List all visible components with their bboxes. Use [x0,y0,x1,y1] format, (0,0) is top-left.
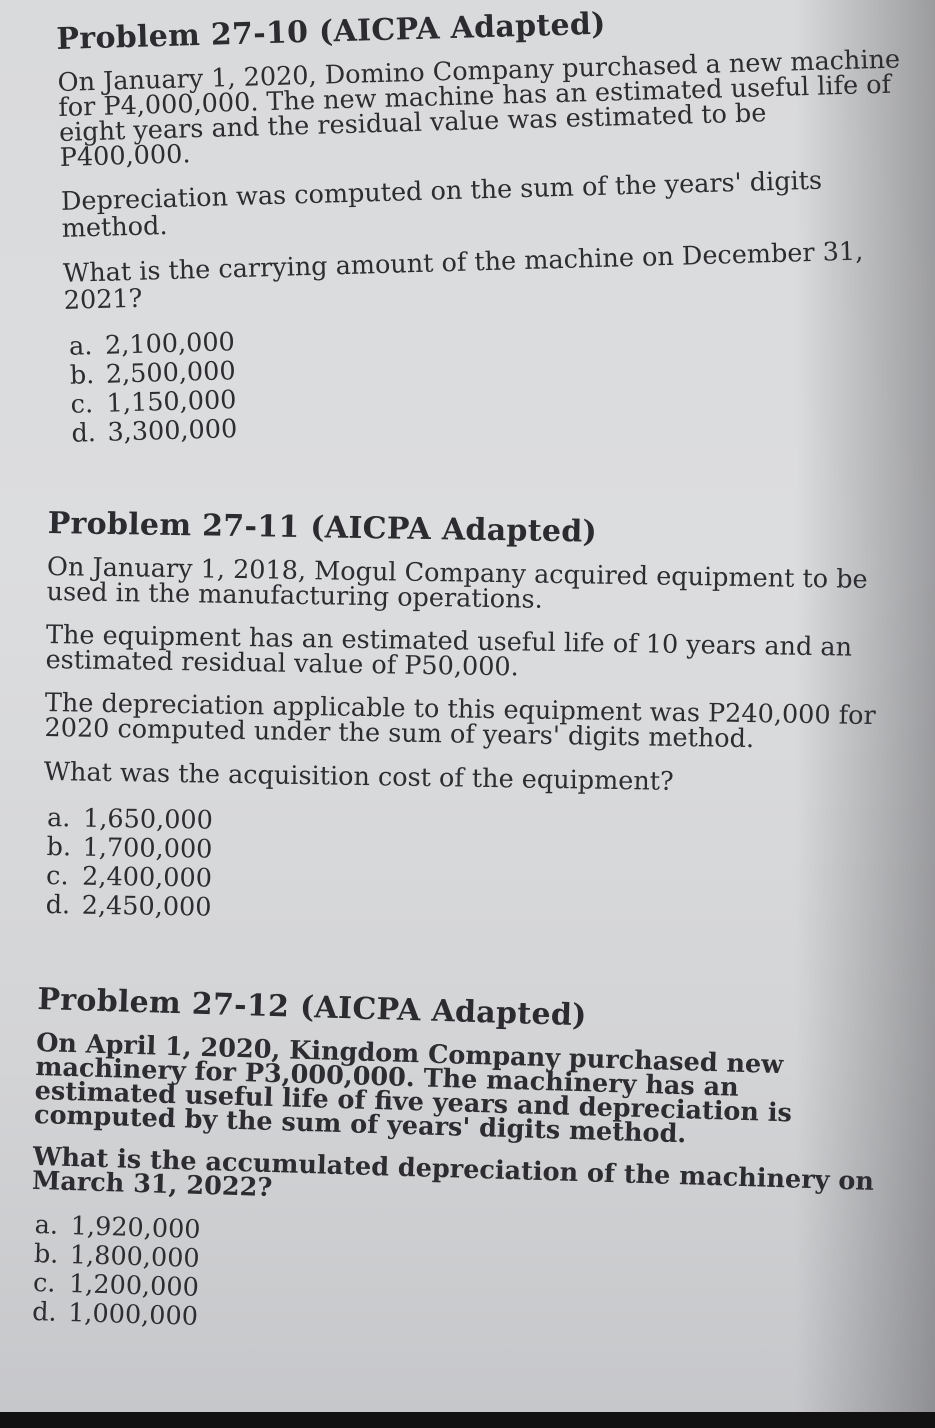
choice-value: 1,650,000 [82,803,214,836]
choice-letter: d. [71,418,97,449]
problem-question: What is the accumulated depreciation of the machinery on March 31, 2022? [31,1141,875,1204]
choice-letter: c. [45,861,69,892]
choice-value: 2,500,000 [105,356,237,390]
choice-letter: c. [70,389,94,420]
choice-value: 3,300,000 [107,414,238,448]
choice-list [65,309,913,449]
choice-value: 1,000,000 [67,1298,199,1332]
problem-paragraph: On January 1, 2018, Mogul Company acquired equipment to be used in the manufacturing operations. [46,551,868,615]
choice-letter: a. [68,331,93,362]
choice-letter: d. [31,1296,58,1328]
problem-heading: Problem 27-11 (AICPA Adapted) [47,506,598,550]
problem-paragraph: The equipment has an estimated useful life of 10 years and an estimated residual value of P50,000. [45,619,853,683]
choice-value: 1,800,000 [69,1240,201,1274]
choice-list [41,804,888,933]
problem-paragraph: On April 1, 2020, Kingdom Company purchased new machinery for P3,000,000. The machinery has an estimated useful life of five years and depreciation is computed by the sum of years' digits method. [33,1027,793,1150]
problem-27-12 [28,982,883,1352]
choice-letter: a. [34,1210,59,1241]
choice-value: 2,450,000 [81,890,212,923]
choice-letter: b. [69,360,95,391]
choice-letter: b. [46,832,72,863]
choice-letter: c. [32,1267,56,1299]
problem-paragraph: Depreciation was computed on the sum of the years' digits method. [60,165,823,244]
choice-value: 1,700,000 [82,832,213,865]
choice-value: 1,200,000 [68,1269,200,1303]
choice-value: 2,400,000 [81,861,213,894]
problem-paragraph: The depreciation applicable to this equipment was P240,000 for 2020 computed under the sum of years' digits method. [44,687,876,755]
bottom-edge [0,1412,935,1428]
problem-27-10 [56,0,913,449]
choice-letter: d. [45,890,71,921]
problem-heading: Problem 27-10 (AICPA Adapted) [56,6,607,57]
problem-question: What was the acquisition cost of the equipment? [43,756,674,797]
problem-question: What is the carrying amount of the machine on December 31, 2021? [62,236,864,316]
choice-letter: a. [46,803,71,834]
choice-value: 1,920,000 [70,1211,201,1245]
problem-paragraph: On January 1, 2020, Domino Company purchased a new machine for P4,000,000. The new machine has an estimated useful life of eight years and the residual value was estimated to be P400,000. [57,44,901,173]
problem-27-11 [41,506,892,933]
problem-heading: Problem 27-12 (AICPA Adapted) [36,982,588,1034]
choice-value: 2,100,000 [104,327,236,361]
choice-letter: b. [33,1239,59,1270]
choice-value: 1,150,000 [106,385,237,419]
choice-list [28,1211,876,1352]
